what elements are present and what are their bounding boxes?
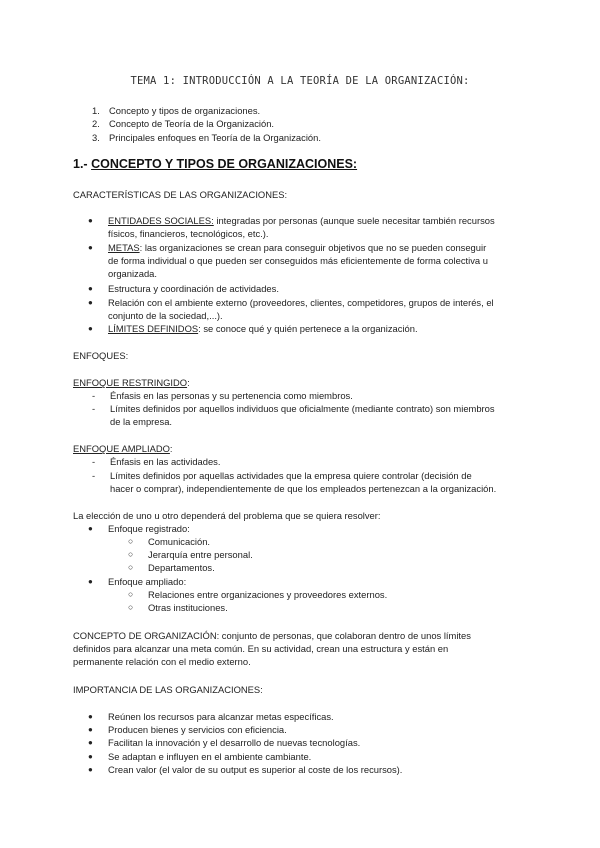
term: ENTIDADES SOCIALES: xyxy=(108,215,214,226)
organization-concept xyxy=(73,629,528,668)
importance-heading: IMPORTANCIA DE LAS ORGANIZACIONES: xyxy=(73,684,263,695)
dash-marker: - xyxy=(92,390,96,401)
item-text: Producen bienes y servicios con eficiencia. xyxy=(108,724,287,735)
paragraph-line: definidos para alcanzar una meta común. En su actividad, crean una estructura y están en xyxy=(73,643,449,654)
bullet-icon: ● xyxy=(88,725,93,734)
page-title: TEMA 1: INTRODUCCIÓN A LA TEORÍA DE LA ORGANIZACIÓN: xyxy=(130,75,470,87)
item-text-cont: de forma individual o que pueden ser conseguidos más eficientemente de forma colectiva u xyxy=(108,255,488,266)
item-text: : las organizaciones se crean para conseguir objetivos que no se pueden conseguir xyxy=(139,242,487,253)
paragraph-line: permanente relación con el medio externo. xyxy=(73,656,251,667)
bullet-icon: ● xyxy=(88,243,93,252)
circle-bullet-icon: ○ xyxy=(128,549,134,559)
item-text: Reúnen los recursos para alcanzar metas específicas. xyxy=(108,711,334,722)
toc-item xyxy=(92,131,572,144)
paragraph-line: CONCEPTO DE ORGANIZACIÓN: conjunto de personas, que colaboran dentro de unos límites xyxy=(73,630,471,641)
bullet-icon: ● xyxy=(88,284,93,293)
item-text: Otras instituciones. xyxy=(148,602,228,613)
expanded-heading xyxy=(73,442,173,455)
section-heading xyxy=(73,157,357,171)
circle-bullet-icon: ○ xyxy=(128,562,134,572)
toc-item xyxy=(92,117,572,130)
item-text: Departamentos. xyxy=(148,562,215,573)
item-text: Comunicación. xyxy=(148,536,211,547)
item-text: Estructura y coordinación de actividades. xyxy=(108,283,279,294)
item-text: Énfasis en las personas y su pertenencia como miembros. xyxy=(110,390,353,401)
table-of-contents xyxy=(92,104,572,144)
bullet-icon: ● xyxy=(88,765,93,774)
circle-bullet-icon: ○ xyxy=(128,536,134,546)
item-text-cont: organizada. xyxy=(108,268,157,279)
circle-bullet-icon: ○ xyxy=(128,602,134,612)
bullet-icon: ● xyxy=(88,752,93,761)
item-text: Relación con el ambiente externo (proveedores, clientes, competidores, grupos de interés, el xyxy=(108,297,494,308)
item-text-cont: físicos, financieros, tecnológicos, etc.). xyxy=(108,228,269,239)
item-text: Jerarquía entre personal. xyxy=(148,549,253,560)
bullet-icon: ● xyxy=(88,712,93,721)
item-text: : se conoce qué y quién pertenece a la organización. xyxy=(198,323,418,334)
item-text: Facilitan la innovación y el desarrollo de nuevas tecnologías. xyxy=(108,737,361,748)
bullet-icon: ● xyxy=(88,298,93,307)
item-text: Enfoque ampliado: xyxy=(108,576,187,587)
bullet-icon: ● xyxy=(88,524,93,533)
section-number: 1.- xyxy=(73,157,88,171)
dash-marker: - xyxy=(92,456,96,467)
characteristics-heading: CARACTERÍSTICAS DE LAS ORGANIZACIONES: xyxy=(73,189,288,200)
heading-text: ENFOQUE RESTRINGIDO xyxy=(73,377,188,388)
heading-colon: : xyxy=(187,377,190,388)
item-text-cont: hacer o comprar), independientemente de que los empleados pertenezcan a la organización. xyxy=(110,483,497,494)
heading-text: ENFOQUE AMPLIADO xyxy=(73,443,170,454)
item-text: Crean valor (el valor de su output es superior al coste de los recursos). xyxy=(108,764,403,775)
toc-number: 3. xyxy=(92,131,100,143)
section-title: CONCEPTO Y TIPOS DE ORGANIZACIONES: xyxy=(91,157,358,171)
bullet-icon: ● xyxy=(88,577,93,586)
heading-colon: : xyxy=(169,443,173,454)
item-text: Énfasis en las actividades. xyxy=(110,456,221,467)
item-text: Enfoque registrado: xyxy=(108,523,190,534)
item-text: Límites definidos por aquellos individuos que oficialmente (mediante contrato) son miembros xyxy=(110,403,495,414)
bullet-icon: ● xyxy=(88,738,93,747)
dash-marker: - xyxy=(92,470,96,481)
toc-label: Concepto y tipos de organizaciones. xyxy=(109,105,261,116)
toc-number: 2. xyxy=(92,118,100,130)
term: METAS xyxy=(108,242,140,253)
toc-label: Concepto de Teoría de la Organización. xyxy=(109,118,275,130)
toc-label: Principales enfoques en Teoría de la Organización. xyxy=(109,131,321,143)
term: LÍMITES DEFINIDOS xyxy=(108,323,199,334)
item-text-cont: de la empresa. xyxy=(110,416,173,427)
enfoques-heading: ENFOQUES: xyxy=(73,350,129,361)
toc-number: 1. xyxy=(92,105,100,116)
circle-bullet-icon: ○ xyxy=(128,589,134,599)
choice-intro: La elección de uno u otro dependerá del problema que se quiera resolver: xyxy=(73,510,381,521)
restricted-heading xyxy=(73,376,190,389)
item-text: integradas por personas (aunque suele necesitar también recursos xyxy=(213,215,495,226)
item-text: Límites definidos por aquellas actividades que la empresa quiere controlar (decisión de xyxy=(110,470,472,481)
bullet-icon: ● xyxy=(88,216,93,225)
toc-item xyxy=(92,104,572,117)
item-text: Se adaptan e influyen en el ambiente cambiante. xyxy=(108,751,312,762)
item-text-cont: conjunto de la sociedad,...). xyxy=(108,310,223,321)
item-text: Relaciones entre organizaciones y proveedores externos. xyxy=(148,589,388,600)
bullet-icon: ● xyxy=(88,324,93,333)
dash-marker: - xyxy=(92,403,96,414)
